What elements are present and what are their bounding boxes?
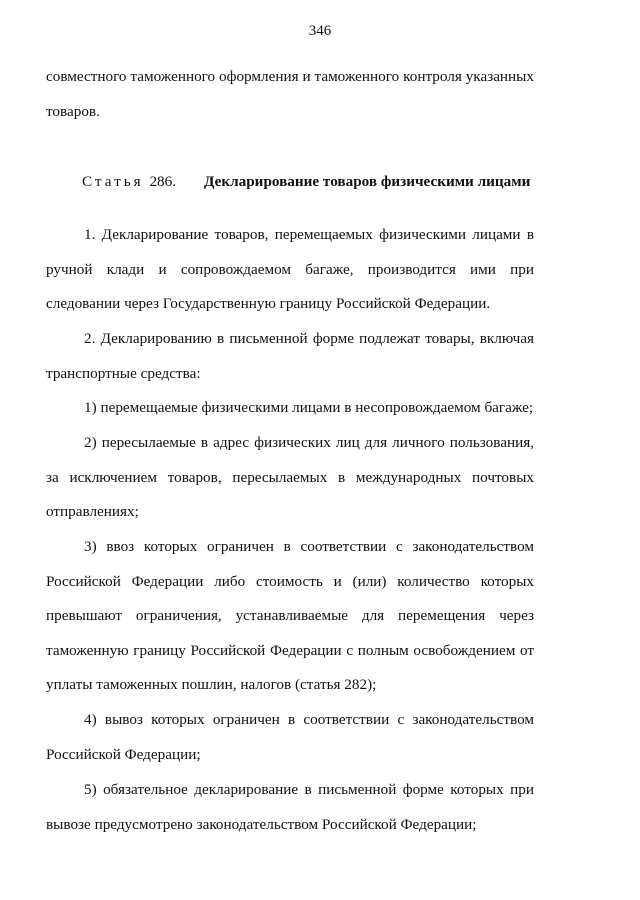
list-item-1: 1) перемещаемые физическими лицами в несопровождаемом багаже;: [84, 399, 534, 416]
page-number: 346: [308, 23, 332, 39]
list-item-5: 5) обязательное декларирование в письменной форме которых при вывозе предусмотрено законодательством Российской Федерации;: [46, 781, 534, 833]
list-item-4: 4) вывоз которых ограничен в соответствии с законодательством Российской Федерации;: [46, 711, 534, 763]
paragraph-1: 1. Декларирование товаров, перемещаемых физическими лицами в ручной клади и сопровождаемом багаже, производится ими при следовании через Государственную границу Российской Федерации.: [46, 226, 534, 313]
list-item-3: 3) ввоз которых ограничен в соответствии с законодательством Российской Федерации либо стоимость и (или) количество которых превышают ограничения, устанавливаемые для перемещения через таможенную границу Российской Федерации с полным освобождением от уплаты таможенных пошлин, налогов (статья 282);: [46, 538, 534, 694]
list-item-2: 2) пересылаемые в адрес физических лиц для личного пользования, за исключением товаров, пересылаемых в международных почтовых отправлениях;: [46, 434, 534, 521]
continuation-paragraph: совместного таможенного оформления и таможенного контроля указанных товаров.: [46, 68, 534, 120]
article-label: Статья: [82, 173, 144, 190]
article-heading: [82, 172, 542, 192]
article-title: Декларирование товаров физическими лицами: [204, 173, 531, 190]
article-number: 286.: [149, 173, 177, 190]
paragraph-2: 2. Декларированию в письменной форме подлежат товары, включая транспортные средства:: [46, 330, 534, 382]
